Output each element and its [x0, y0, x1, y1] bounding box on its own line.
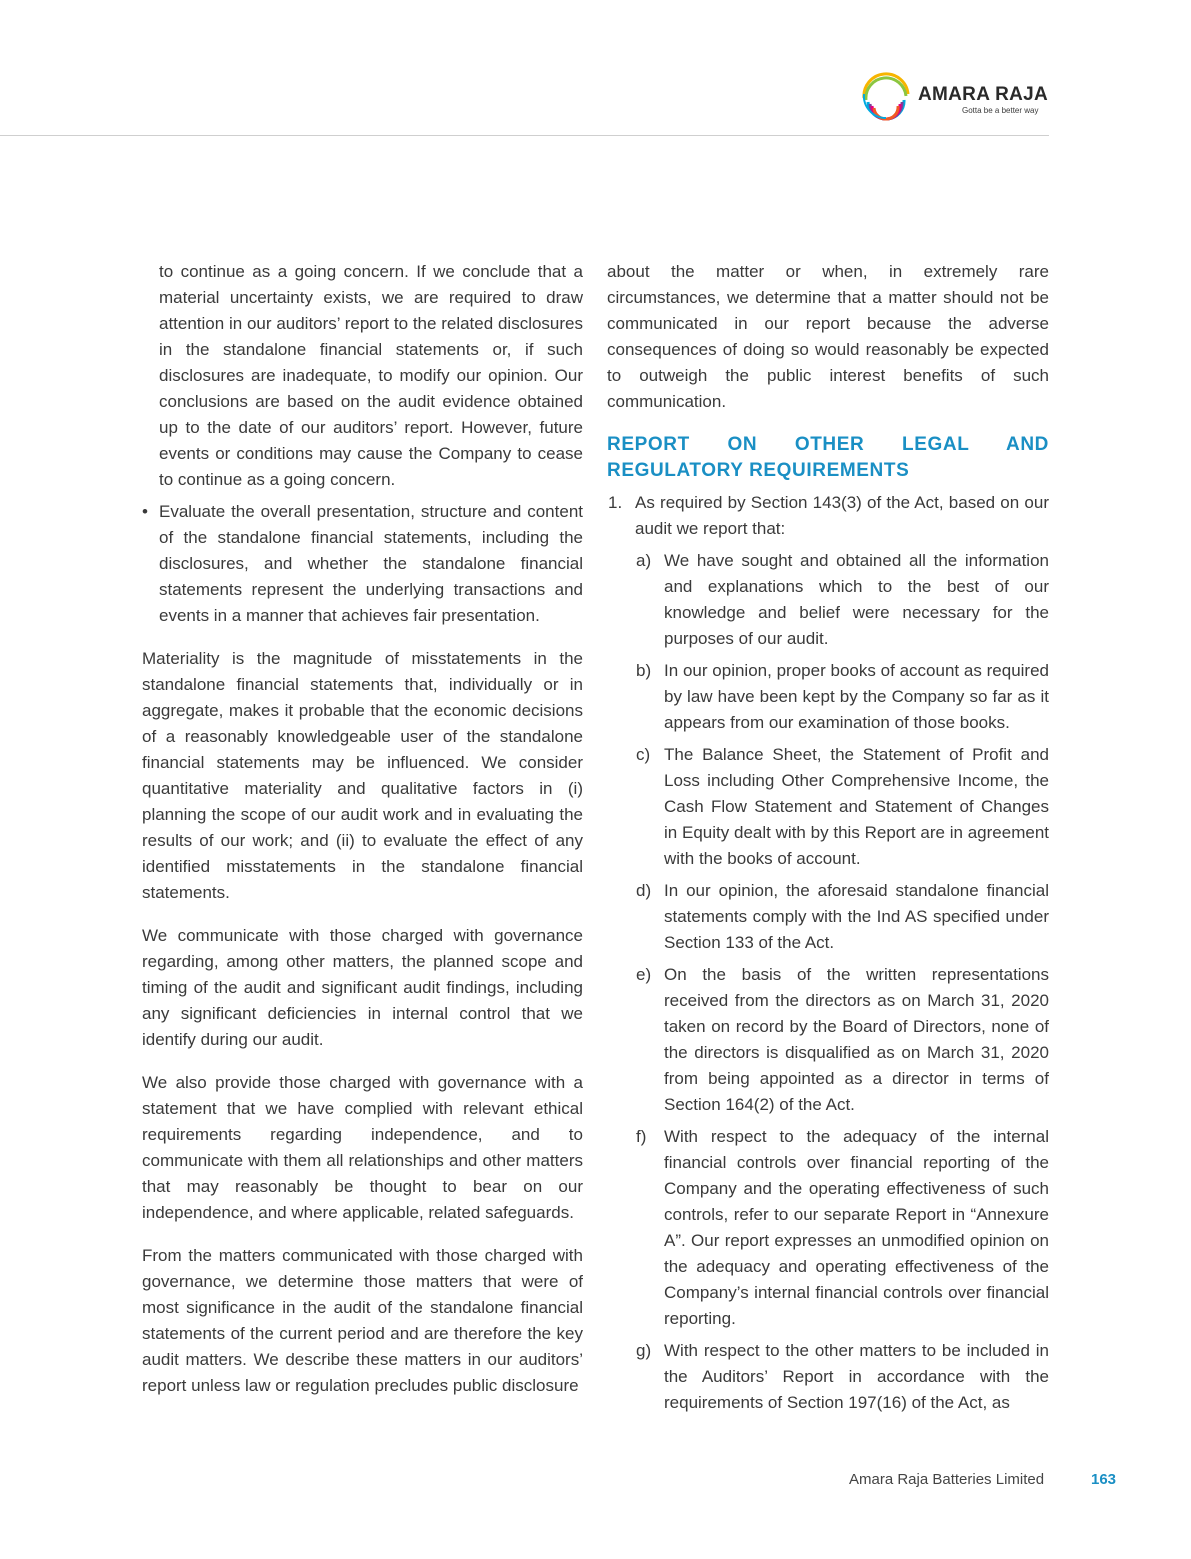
- header-divider: [0, 135, 1049, 136]
- brand-tagline: Gotta be a better way: [962, 106, 1039, 115]
- bullet-text: Evaluate the overall presentation, structure and content of the standalone financial statements, including the disclosures, and whether the standalone financial statements represent the underlying transactions and events in a manner that achieves fair presentation.: [159, 502, 583, 625]
- page-number: 163: [1091, 1471, 1117, 1488]
- sub-item-text: On the basis of the written representations received from the directors as on March 31, 2020 taken on record by the Board of Directors, none of the directors is disqualified as on March 31, 2020 from being appointed as a director in terms of Section 164(2) of the Act.: [664, 965, 1049, 1114]
- bullet-item: [142, 499, 583, 629]
- sub-item-mark: d): [636, 881, 652, 900]
- sub-item-g: [607, 1338, 1049, 1416]
- bullet-mark: •: [142, 502, 148, 521]
- sub-item-mark: e): [636, 965, 652, 984]
- sub-item-a: [607, 548, 1049, 652]
- sub-item-c: [607, 742, 1049, 872]
- going-concern-continuation: to continue as a going concern. If we conclude that a material uncertainty exists, we are required to draw attention in our auditors’ report to the related disclosures in the standalone financial statements or, if such disclosures are inadequate, to modify our opinion. Our conclusions are based on the audit evidence obtained up to the date of our auditors’ report. However, future events or conditions may cause the Company to cease to continue as a going concern.: [159, 262, 583, 489]
- sub-item-mark: f): [636, 1127, 647, 1146]
- right-column: [607, 259, 1049, 1416]
- governance-paragraph: We communicate with those charged with governance regarding, among other matters, the planned scope and timing of the audit and significant audit findings, including any significant deficiencies in internal control that we identify during our audit.: [142, 926, 583, 1049]
- sub-item-text: In our opinion, proper books of account as required by law have been kept by the Company so far as it appears from our examination of those books.: [664, 661, 1049, 732]
- section-heading: REPORT ON OTHER LEGAL AND REGULATORY REQUIREMENTS: [607, 434, 1049, 481]
- independence-paragraph: We also provide those charged with governance with a statement that we have complied with relevant ethical requirements regarding independence, and to communicate with them all relationships and other matters that may reasonably be thought to bear on our independence, and where applicable, related safeguards.: [142, 1073, 583, 1222]
- sub-item-b: [607, 658, 1049, 736]
- communication-continuation: about the matter or when, in extremely rare circumstances, we determine that a matter should not be communicated in our report because the adverse consequences of doing so would reasonably be expected to outweigh the public interest benefits of such communication.: [607, 262, 1049, 411]
- sub-item-text: With respect to the other matters to be included in the Auditors’ Report in accordance with the requirements of Section 197(16) of the Act, as: [664, 1341, 1049, 1412]
- brand-name: AMARA RAJA: [918, 84, 1049, 105]
- sub-item-e: [607, 962, 1049, 1118]
- sub-item-mark: b): [636, 661, 652, 680]
- sub-item-mark: g): [636, 1341, 652, 1360]
- sub-item-mark: c): [636, 745, 651, 764]
- sub-item-mark: a): [636, 551, 652, 570]
- key-audit-matters-paragraph: From the matters communicated with those charged with governance, we determine those matters that were of most significance in the audit of the standalone financial statements of the current period and are therefore the key audit matters. We describe these matters in our auditors’ report unless law or regulation precludes public disclosure: [142, 1246, 583, 1395]
- sub-item-text: With respect to the adequacy of the internal financial controls over financial reporting of the Company and the operating effectiveness of such controls, refer to our separate Report in “Annexure A”. Our report expresses an unmodified opinion on the adequacy and operating effectiveness of the Company’s internal financial controls over financial reporting.: [664, 1127, 1049, 1328]
- footer-company-name: Amara Raja Batteries Limited: [849, 1471, 1045, 1488]
- sub-item-text: In our opinion, the aforesaid standalone financial statements comply with the Ind AS specified under Section 133 of the Act.: [664, 881, 1049, 952]
- item-number: 1.: [608, 493, 623, 512]
- sub-item-text: The Balance Sheet, the Statement of Profit and Loss including Other Comprehensive Income, the Cash Flow Statement and Statement of Changes in Equity dealt with by this Report are in agreement with the books of account.: [664, 745, 1049, 868]
- company-logo: [860, 70, 1050, 126]
- logo-swirl-icon: [860, 70, 912, 122]
- numbered-item: [607, 490, 1049, 542]
- sub-item-f: [607, 1124, 1049, 1332]
- sub-item-text: We have sought and obtained all the information and explanations which to the best of our knowledge and belief were necessary for the purposes of our audit.: [664, 551, 1049, 648]
- item-text: As required by Section 143(3) of the Act, based on our audit we report that:: [635, 493, 1049, 538]
- sub-item-d: [607, 878, 1049, 956]
- left-column: [142, 259, 583, 1399]
- materiality-paragraph: Materiality is the magnitude of misstatements in the standalone financial statements that, individually or in aggregate, makes it probable that the economic decisions of a reasonably knowledgeable user of the standalone financial statements may be influenced. We consider quantitative materiality and qualitative factors in (i) planning the scope of our audit work and in evaluating the results of our work; and (ii) to evaluate the effect of any identified misstatements in the standalone financial statements.: [142, 649, 583, 902]
